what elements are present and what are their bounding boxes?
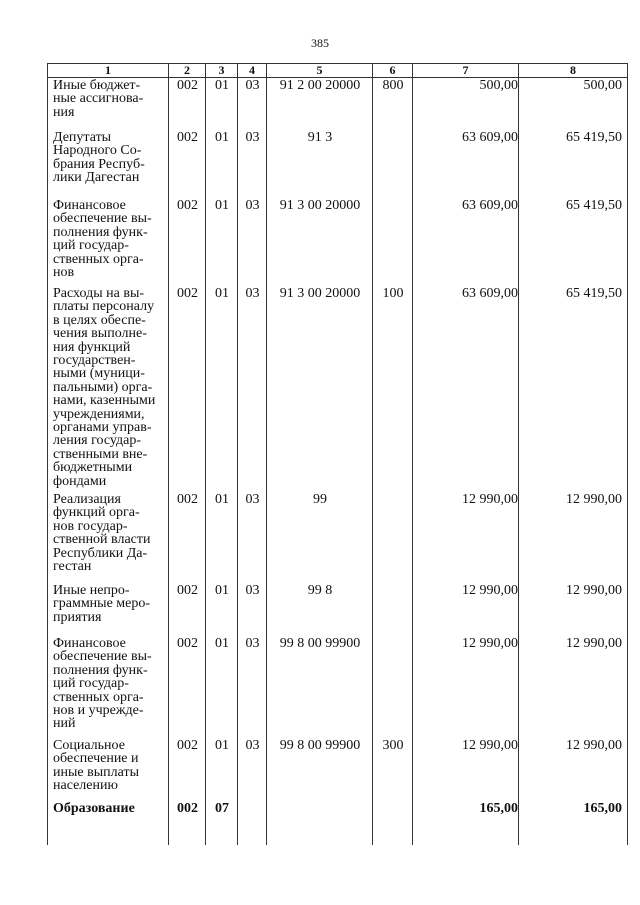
row-code-4: 03 — [245, 286, 260, 301]
row-code-3: 01 — [215, 492, 229, 507]
row-name: Образование — [53, 801, 135, 816]
column-divider — [205, 63, 206, 845]
row-amount-7: 12 990,00 — [462, 738, 518, 753]
row-amount-8: 65 419,50 — [566, 130, 622, 145]
row-code-5: 99 8 00 99900 — [279, 636, 361, 651]
header-col-3: 3 — [218, 63, 225, 77]
row-code-3: 01 — [215, 286, 229, 301]
column-divider — [168, 63, 169, 845]
row-code-5: 99 — [313, 492, 327, 507]
row-code-4: 03 — [245, 198, 260, 213]
row-name: Расходы на вы- платы персоналу в целях обеспе- чения выполне- ния функций государствен- ными (муници- пальными) орга- нами, казенными учреждениями, органами управ- ления государ- ственными вне- бюджетными фондами — [53, 286, 156, 489]
row-code-6: 800 — [382, 78, 404, 93]
row-name: Реализация функций орга- нов государ- ственной власти Республики Да- гестан — [53, 492, 151, 575]
row-code-4: 03 — [245, 78, 260, 93]
column-divider — [237, 63, 238, 845]
row-amount-7: 12 990,00 — [462, 583, 518, 598]
row-code-5: 91 3 00 20000 — [279, 286, 361, 301]
row-amount-7: 12 990,00 — [462, 492, 518, 507]
row-amount-8: 165,00 — [583, 801, 622, 816]
row-amount-8: 12 990,00 — [566, 738, 622, 753]
row-code-5: 91 3 — [307, 130, 333, 145]
row-code-2: 002 — [177, 130, 198, 145]
row-name: Иные непро- граммные меро- приятия — [53, 583, 151, 625]
row-code-3: 01 — [215, 738, 229, 753]
row-name: Социальное обеспечение и иные выплаты населению — [53, 738, 139, 794]
row-code-2: 002 — [177, 78, 198, 93]
row-amount-8: 65 419,50 — [566, 286, 622, 301]
column-divider — [518, 63, 519, 845]
row-code-2: 002 — [177, 583, 198, 598]
budget-table — [47, 63, 628, 845]
column-divider — [412, 63, 413, 845]
row-code-4: 03 — [245, 492, 260, 507]
row-amount-8: 12 990,00 — [566, 583, 622, 598]
row-code-2: 002 — [177, 801, 198, 816]
row-code-6: 300 — [382, 738, 404, 753]
row-code-2: 002 — [177, 738, 198, 753]
header-col-6: 6 — [389, 63, 396, 77]
row-amount-7: 165,00 — [479, 801, 518, 816]
row-code-5: 99 8 00 99900 — [279, 738, 361, 753]
row-amount-8: 65 419,50 — [566, 198, 622, 213]
row-code-3: 07 — [215, 801, 229, 816]
row-code-3: 01 — [215, 636, 229, 651]
header-col-1: 1 — [105, 63, 111, 77]
row-code-2: 002 — [177, 198, 198, 213]
row-code-2: 002 — [177, 636, 198, 651]
row-code-5: 91 2 00 20000 — [279, 78, 361, 93]
row-code-4: 03 — [245, 636, 260, 651]
row-code-4: 03 — [245, 738, 260, 753]
row-name: Иные бюджет- ные ассигнова- ния — [53, 78, 144, 120]
row-code-3: 01 — [215, 78, 229, 93]
header-col-5: 5 — [316, 63, 323, 77]
row-amount-7: 12 990,00 — [462, 636, 518, 651]
column-divider — [372, 63, 373, 845]
row-code-6: 100 — [382, 286, 404, 301]
page-number: 385 — [311, 36, 329, 50]
row-code-2: 002 — [177, 286, 198, 301]
row-amount-7: 63 609,00 — [462, 286, 518, 301]
row-amount-7: 63 609,00 — [462, 130, 518, 145]
row-name: Финансовое обеспечение вы- полнения функ- ций государ- ственных орга- нов и учрежде- ний — [53, 636, 152, 732]
row-code-4: 03 — [245, 130, 260, 145]
row-amount-8: 12 990,00 — [566, 492, 622, 507]
row-code-2: 002 — [177, 492, 198, 507]
row-amount-8: 12 990,00 — [566, 636, 622, 651]
header-col-4: 4 — [249, 63, 255, 77]
row-code-4: 03 — [245, 583, 260, 598]
row-amount-7: 500,00 — [479, 78, 518, 93]
row-code-3: 01 — [215, 198, 229, 213]
row-code-3: 01 — [215, 130, 229, 145]
row-code-5: 99 8 — [307, 583, 333, 598]
row-amount-8: 500,00 — [583, 78, 622, 93]
row-name: Финансовое обеспечение вы- полнения функ- ций государ- ственных орга- нов — [53, 198, 152, 281]
column-divider — [266, 63, 267, 845]
row-amount-7: 63 609,00 — [462, 198, 518, 213]
row-code-3: 01 — [215, 583, 229, 598]
row-name: Депутаты Народного Со- брания Респуб- лики Дагестан — [53, 130, 145, 186]
header-col-2: 2 — [184, 63, 190, 77]
table-header — [48, 63, 627, 78]
header-col-8: 8 — [570, 63, 576, 77]
header-col-7: 7 — [462, 63, 469, 77]
row-code-5: 91 3 00 20000 — [279, 198, 361, 213]
